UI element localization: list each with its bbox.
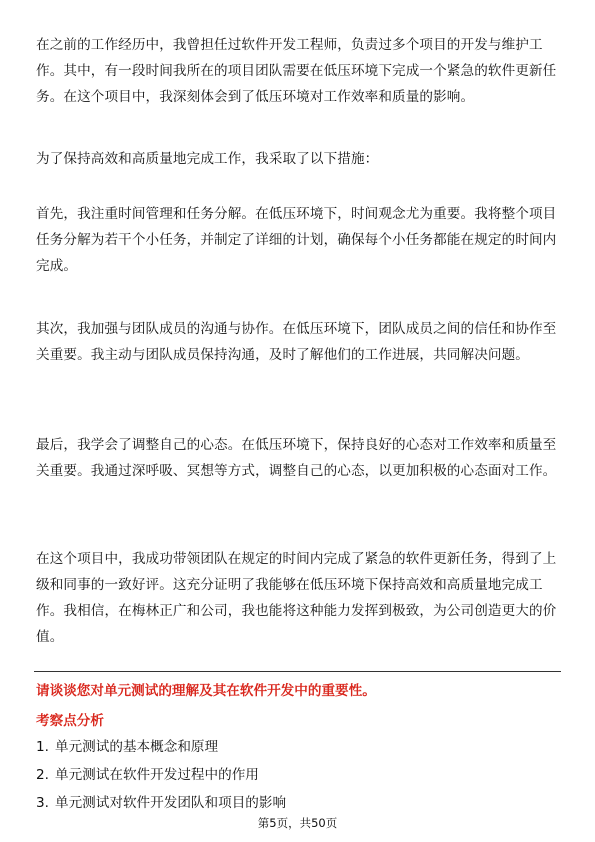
point-number: 2. [36,767,49,783]
analysis-point [36,792,286,814]
analysis-heading: 考察点分析 [36,713,104,729]
point-number: 1. [36,739,49,755]
paragraph-experience: 在之前的工作经历中，我曾担任过软件开发工程师，负责过多个项目的开发与维护工作。其中，有一段时间我所在的项目团队需要在低压环境下完成一个紧急的软件更新任务。在这个项目中，我深刻体会到了低压环境对工作效率和质量的影响。 [36,37,557,105]
paragraph-mindset: 最后，我学会了调整自己的心态。在低压环境下，保持良好的心态对工作效率和质量至关重要。我通过深呼吸、冥想等方式，调整自己的心态，以更加积极的心态面对工作。 [36,437,557,479]
interview-question: 请谈谈您对单元测试的理解及其在软件开发中的重要性。 [36,683,376,699]
point-number: 3. [36,795,49,811]
paragraph-communication: 其次，我加强与团队成员的沟通与协作。在低压环境下，团队成员之间的信任和协作至关重要。我主动与团队成员保持沟通，及时了解他们的工作进展，共同解决问题。 [36,321,557,363]
point-text: 单元测试的基本概念和原理 [54,739,219,755]
paragraph-result: 在这个项目中，我成功带领团队在规定的时间内完成了紧急的软件更新任务，得到了上级和同事的一致好评。这充分证明了我能够在低压环境下保持高效和高质量地完成工作。我相信，在梅林正广和公司，我也能将这种能力发挥到极致，为公司创造更大的价值。 [36,551,557,645]
paragraph-measures-intro: 为了保持高效和高质量地完成工作，我采取了以下措施： [36,151,379,167]
page-number-footer: 第5页，共50页 [257,816,338,830]
point-text: 单元测试在软件开发过程中的作用 [54,767,259,783]
paragraph-time-management: 首先，我注重时间管理和任务分解。在低压环境下，时间观念尤为重要。我将整个项目任务分解为若干个小任务，并制定了详细的计划，确保每个小任务都能在规定的时间内完成。 [36,206,557,274]
section-divider [34,671,561,672]
point-text: 单元测试对软件开发团队和项目的影响 [54,795,287,811]
analysis-point [36,764,259,786]
analysis-point [36,736,218,758]
